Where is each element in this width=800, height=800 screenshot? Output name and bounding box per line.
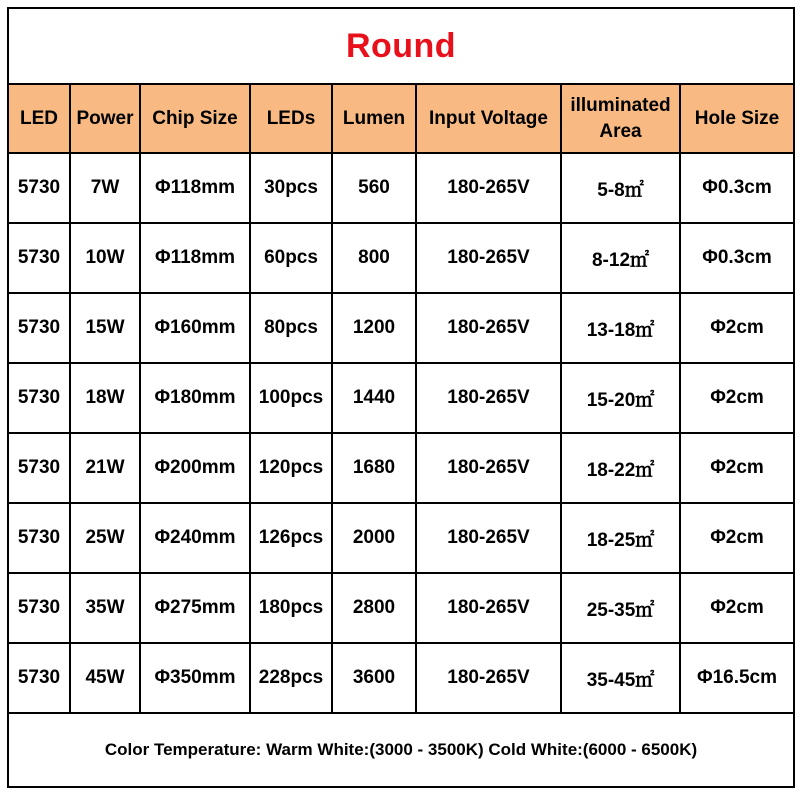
cell-illuminated-area: 35-45㎡: [561, 643, 680, 713]
cell-illuminated-area: 18-22㎡: [561, 433, 680, 503]
column-header-input-voltage: Input Voltage: [416, 84, 561, 153]
cell-leds: 30pcs: [250, 153, 332, 223]
cell-power: 21W: [70, 433, 140, 503]
column-header-lumen: Lumen: [332, 84, 416, 153]
cell-power: 7W: [70, 153, 140, 223]
cell-leds: 80pcs: [250, 293, 332, 363]
cell-power: 10W: [70, 223, 140, 293]
cell-input-voltage: 180-265V: [416, 223, 561, 293]
cell-power: 15W: [70, 293, 140, 363]
cell-led: 5730: [8, 503, 70, 573]
cell-led: 5730: [8, 363, 70, 433]
cell-hole-size: Φ2cm: [680, 573, 794, 643]
cell-lumen: 3600: [332, 643, 416, 713]
cell-input-voltage: 180-265V: [416, 573, 561, 643]
cell-hole-size: Φ2cm: [680, 433, 794, 503]
column-header-leds: LEDs: [250, 84, 332, 153]
cell-chip-size: Φ350mm: [140, 643, 250, 713]
cell-leds: 180pcs: [250, 573, 332, 643]
cell-hole-size: Φ2cm: [680, 293, 794, 363]
cell-leds: 120pcs: [250, 433, 332, 503]
cell-power: 25W: [70, 503, 140, 573]
cell-lumen: 1440: [332, 363, 416, 433]
table-row: [8, 643, 794, 713]
cell-chip-size: Φ160mm: [140, 293, 250, 363]
cell-lumen: 2800: [332, 573, 416, 643]
cell-illuminated-area: 15-20㎡: [561, 363, 680, 433]
cell-lumen: 1200: [332, 293, 416, 363]
table-row: [8, 223, 794, 293]
cell-power: 18W: [70, 363, 140, 433]
cell-lumen: 560: [332, 153, 416, 223]
cell-chip-size: Φ180mm: [140, 363, 250, 433]
column-header-chip-size: Chip Size: [140, 84, 250, 153]
cell-leds: 228pcs: [250, 643, 332, 713]
cell-lumen: 2000: [332, 503, 416, 573]
cell-input-voltage: 180-265V: [416, 363, 561, 433]
cell-hole-size: Φ0.3cm: [680, 153, 794, 223]
cell-hole-size: Φ2cm: [680, 503, 794, 573]
cell-hole-size: Φ2cm: [680, 363, 794, 433]
cell-lumen: 1680: [332, 433, 416, 503]
cell-illuminated-area: 25-35㎡: [561, 573, 680, 643]
table-row: [8, 363, 794, 433]
cell-lumen: 800: [332, 223, 416, 293]
cell-chip-size: Φ118mm: [140, 153, 250, 223]
cell-chip-size: Φ118mm: [140, 223, 250, 293]
cell-led: 5730: [8, 223, 70, 293]
table-row: [8, 433, 794, 503]
cell-hole-size: Φ0.3cm: [680, 223, 794, 293]
cell-input-voltage: 180-265V: [416, 503, 561, 573]
cell-led: 5730: [8, 153, 70, 223]
spec-table: [7, 7, 795, 788]
column-header-power: Power: [70, 84, 140, 153]
cell-led: 5730: [8, 643, 70, 713]
cell-chip-size: Φ240mm: [140, 503, 250, 573]
column-header-led: LED: [8, 84, 70, 153]
cell-input-voltage: 180-265V: [416, 433, 561, 503]
cell-led: 5730: [8, 293, 70, 363]
cell-hole-size: Φ16.5cm: [680, 643, 794, 713]
cell-leds: 126pcs: [250, 503, 332, 573]
cell-led: 5730: [8, 433, 70, 503]
cell-illuminated-area: 13-18㎡: [561, 293, 680, 363]
cell-power: 45W: [70, 643, 140, 713]
cell-power: 35W: [70, 573, 140, 643]
column-header-hole-size: Hole Size: [680, 84, 794, 153]
table-row: [8, 293, 794, 363]
cell-chip-size: Φ275mm: [140, 573, 250, 643]
cell-input-voltage: 180-265V: [416, 153, 561, 223]
cell-chip-size: Φ200mm: [140, 433, 250, 503]
table-row: [8, 153, 794, 223]
table-title: Round: [8, 8, 794, 84]
cell-input-voltage: 180-265V: [416, 643, 561, 713]
cell-leds: 100pcs: [250, 363, 332, 433]
cell-led: 5730: [8, 573, 70, 643]
cell-illuminated-area: 5-8㎡: [561, 153, 680, 223]
cell-illuminated-area: 8-12㎡: [561, 223, 680, 293]
table-row: [8, 503, 794, 573]
spec-table-frame: [7, 7, 791, 791]
color-temperature-note: Color Temperature: Warm White:(3000 - 3500K) Cold White:(6000 - 6500K): [8, 713, 794, 787]
column-header-illuminated-area: illuminated Area: [561, 84, 680, 153]
table-row: [8, 573, 794, 643]
cell-leds: 60pcs: [250, 223, 332, 293]
cell-illuminated-area: 18-25㎡: [561, 503, 680, 573]
cell-input-voltage: 180-265V: [416, 293, 561, 363]
